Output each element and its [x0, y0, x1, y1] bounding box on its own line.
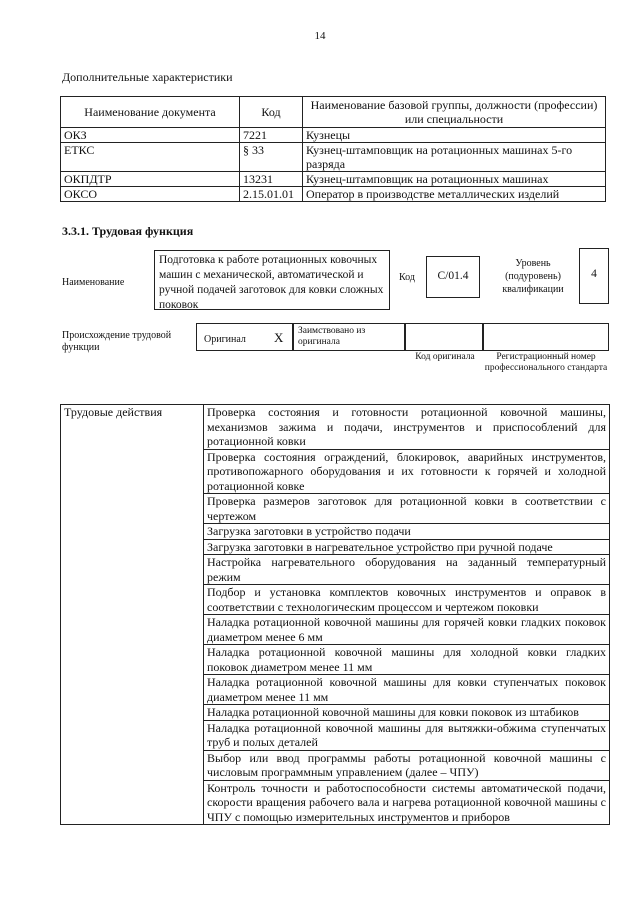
- table-row: [61, 172, 606, 187]
- cell-document: ОКЗ: [61, 128, 240, 143]
- labor-action-item: Подбор и установка комплектов ковочных инструментов и оправок в соответствии с технологическим процессом и чертежом поковки: [204, 585, 610, 615]
- cell-code: 7221: [240, 128, 303, 143]
- page-number: 14: [314, 30, 326, 42]
- table-row: [61, 128, 606, 143]
- cell-document: ОКСО: [61, 187, 240, 202]
- labor-action-item: Наладка ротационной ковочной машины для вытяжки-обжима ступенчатых труб и полых деталей: [204, 720, 610, 750]
- level-label: Уровень (подуровень) квалификации: [502, 258, 564, 295]
- cell-group: Кузнец-штамповщик на ротационных машинах: [303, 172, 606, 187]
- table-row: [61, 405, 610, 450]
- labor-action-item: Проверка размеров заготовок для ротационной ковки в соответствии с чертежом: [204, 494, 610, 524]
- original-label: Оригинал: [204, 334, 246, 345]
- table-row: [61, 143, 606, 172]
- labor-action-item: Настройка нагревательного оборудования на заданный температурный режим: [204, 555, 610, 585]
- labor-action-item: Наладка ротационной ковочной машины для ковки поковок из штабиков: [204, 705, 610, 721]
- header-code: Код: [240, 97, 303, 128]
- cell-document: ЕТКС: [61, 143, 240, 172]
- cell-group: Кузнец-штамповщик на ротационных машинах 5-го разряда: [303, 143, 606, 172]
- labor-action-item: Выбор или ввод программы работы ротационной ковочной машины с числовым программным управлением (далее – ЧПУ): [204, 750, 610, 780]
- name-label: Наименование: [62, 277, 125, 288]
- header-document: Наименование документа: [61, 97, 240, 128]
- borrowed-box: Заимствовано из оригинала: [293, 323, 405, 351]
- code-original-box: [405, 323, 483, 351]
- labor-action-item: Контроль точности и работоспособности системы автоматической подачи, скорости вращения рабочего вала и нагрева ротационной ковочной машины с ЧПУ с помощью измерительных инструментов и приборов: [204, 780, 610, 825]
- code-value-box: С/01.4: [426, 256, 480, 298]
- labor-action-item: Наладка ротационной ковочной машины для ковки ступенчатых поковок диаметром менее 11 мм: [204, 675, 610, 705]
- origin-label: Происхождение трудовой функции: [62, 330, 172, 353]
- reg-number-label: Регистрационный номер профессионального стандарта: [484, 352, 608, 373]
- labor-action-item: Загрузка заготовки в нагревательное устройство при ручной подаче: [204, 539, 610, 555]
- code-label: Код: [399, 272, 415, 283]
- labor-action-item: Проверка состояния и готовности ротационной ковочной машины, механизмов зажима и подачи, инструментов и приспособлений для ротационной ковки: [204, 405, 610, 450]
- original-mark: X: [274, 330, 284, 345]
- additional-characteristics-table: [60, 96, 606, 202]
- header-group: Наименование базовой группы, должности (профессии) или специальности: [303, 97, 606, 128]
- cell-code: § 33: [240, 143, 303, 172]
- labor-action-item: Проверка состояния ограждений, блокировок, аварийных инструментов, противопожарного оборудования и их готовности к горячей и холодной ротационной ковке: [204, 449, 610, 494]
- cell-group: Оператор в производстве металлических изделий: [303, 187, 606, 202]
- cell-group: Кузнецы: [303, 128, 606, 143]
- function-name-box: Подготовка к работе ротационных ковочных машин с механической, автоматической и ручной подачей заготовок для ковки сложных поковок: [154, 250, 390, 310]
- labor-actions-label: Трудовые действия: [61, 405, 204, 825]
- code-original-label: Код оригинала: [415, 352, 475, 362]
- section-title: 3.3.1. Трудовая функция: [62, 224, 194, 238]
- cell-code: 13231: [240, 172, 303, 187]
- labor-actions-table: [60, 404, 610, 825]
- table-row: [61, 187, 606, 202]
- additional-characteristics-title: Дополнительные характеристики: [62, 70, 233, 84]
- level-value-box: 4: [579, 248, 609, 304]
- labor-action-item: Загрузка заготовки в устройство подачи: [204, 524, 610, 540]
- reg-number-box: [483, 323, 609, 351]
- labor-action-item: Наладка ротационной ковочной машины для холодной ковки гладких поковок диаметром менее 11 мм: [204, 645, 610, 675]
- cell-code: 2.15.01.01: [240, 187, 303, 202]
- cell-document: ОКПДТР: [61, 172, 240, 187]
- labor-action-item: Наладка ротационной ковочной машины для горячей ковки гладких поковок диаметром менее 6 мм: [204, 615, 610, 645]
